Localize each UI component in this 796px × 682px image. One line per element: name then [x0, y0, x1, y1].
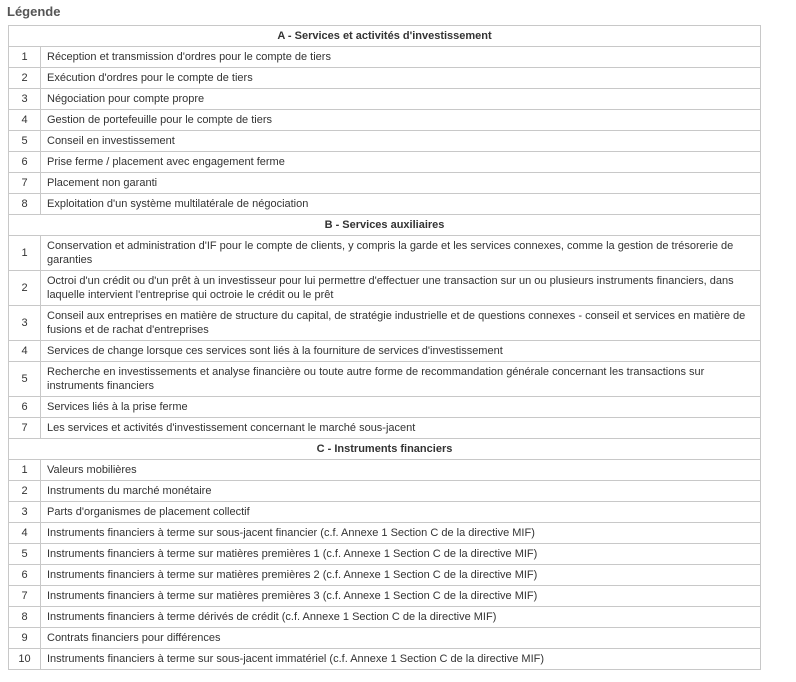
- table-row: [9, 173, 761, 194]
- row-description: Instruments financiers à terme sur sous-jacent immatériel (c.f. Annexe 1 Section C de la directive MIF): [41, 649, 761, 670]
- table-row: [9, 131, 761, 152]
- section-c-header-row: [9, 439, 761, 460]
- table-row: [9, 628, 761, 649]
- row-description: Gestion de portefeuille pour le compte de tiers: [41, 110, 761, 131]
- table-row: [9, 89, 761, 110]
- row-number: 6: [9, 152, 41, 173]
- row-number: 4: [9, 523, 41, 544]
- row-description: Négociation pour compte propre: [41, 89, 761, 110]
- row-number: 4: [9, 341, 41, 362]
- row-number: 8: [9, 607, 41, 628]
- row-description: Placement non garanti: [41, 173, 761, 194]
- table-row: [9, 194, 761, 215]
- table-row: [9, 362, 761, 397]
- row-description: Conservation et administration d'IF pour le compte de clients, y compris la garde et les services connexes, comme la gestion de trésorerie de garanties: [41, 236, 761, 271]
- row-number: 6: [9, 565, 41, 586]
- row-description: Parts d'organismes de placement collectif: [41, 502, 761, 523]
- row-description: Prise ferme / placement avec engagement ferme: [41, 152, 761, 173]
- table-row: [9, 110, 761, 131]
- table-row: [9, 649, 761, 670]
- section-b-header: B - Services auxiliaires: [9, 215, 761, 236]
- row-description: Instruments financiers à terme sur matières premières 3 (c.f. Annexe 1 Section C de la directive MIF): [41, 586, 761, 607]
- row-description: Les services et activités d'investissement concernant le marché sous-jacent: [41, 418, 761, 439]
- row-number: 7: [9, 173, 41, 194]
- row-number: 1: [9, 460, 41, 481]
- row-number: 3: [9, 306, 41, 341]
- section-a-header: A - Services et activités d'investissement: [9, 26, 761, 47]
- row-description: Contrats financiers pour différences: [41, 628, 761, 649]
- row-description: Exploitation d'un système multilatérale de négociation: [41, 194, 761, 215]
- row-description: Conseil aux entreprises en matière de structure du capital, de stratégie industrielle et de questions connexes - conseil et services en matière de fusions et de rachat d'entreprises: [41, 306, 761, 341]
- row-description: Instruments financiers à terme sur matières premières 1 (c.f. Annexe 1 Section C de la directive MIF): [41, 544, 761, 565]
- row-number: 8: [9, 194, 41, 215]
- row-number: 2: [9, 481, 41, 502]
- section-c-header: C - Instruments financiers: [9, 439, 761, 460]
- row-number: 1: [9, 236, 41, 271]
- legend-table: [8, 25, 761, 670]
- legend-table-body: [9, 26, 761, 670]
- row-description: Instruments financiers à terme sur matières premières 2 (c.f. Annexe 1 Section C de la directive MIF): [41, 565, 761, 586]
- row-description: Services de change lorsque ces services sont liés à la fourniture de services d'investissement: [41, 341, 761, 362]
- row-number: 3: [9, 89, 41, 110]
- table-row: [9, 418, 761, 439]
- table-row: [9, 306, 761, 341]
- table-row: [9, 68, 761, 89]
- table-row: [9, 565, 761, 586]
- row-number: 1: [9, 47, 41, 68]
- row-description: Valeurs mobilières: [41, 460, 761, 481]
- row-number: 5: [9, 131, 41, 152]
- row-description: Recherche en investissements et analyse financière ou toute autre forme de recommandation générale concernant les transactions sur instruments financiers: [41, 362, 761, 397]
- row-number: 10: [9, 649, 41, 670]
- table-row: [9, 544, 761, 565]
- section-a-header-row: [9, 26, 761, 47]
- row-description: Conseil en investissement: [41, 131, 761, 152]
- table-row: [9, 502, 761, 523]
- row-description: Octroi d'un crédit ou d'un prêt à un investisseur pour lui permettre d'effectuer une transaction sur un ou plusieurs instruments financiers, dans laquelle intervient l'entreprise qui octroie le crédit ou le prêt: [41, 271, 761, 306]
- section-b-header-row: [9, 215, 761, 236]
- table-row: [9, 152, 761, 173]
- row-number: 2: [9, 271, 41, 306]
- row-number: 4: [9, 110, 41, 131]
- row-description: Instruments du marché monétaire: [41, 481, 761, 502]
- table-row: [9, 236, 761, 271]
- table-row: [9, 47, 761, 68]
- table-row: [9, 481, 761, 502]
- row-description: Exécution d'ordres pour le compte de tiers: [41, 68, 761, 89]
- table-row: [9, 586, 761, 607]
- row-number: 9: [9, 628, 41, 649]
- row-number: 3: [9, 502, 41, 523]
- table-row: [9, 523, 761, 544]
- table-row: [9, 397, 761, 418]
- row-description: Instruments financiers à terme dérivés de crédit (c.f. Annexe 1 Section C de la directive MIF): [41, 607, 761, 628]
- table-row: [9, 341, 761, 362]
- row-number: 7: [9, 418, 41, 439]
- row-description: Instruments financiers à terme sur sous-jacent financier (c.f. Annexe 1 Section C de la directive MIF): [41, 523, 761, 544]
- row-number: 7: [9, 586, 41, 607]
- legend-title: Légende: [7, 4, 61, 19]
- row-number: 5: [9, 544, 41, 565]
- row-number: 2: [9, 68, 41, 89]
- row-number: 6: [9, 397, 41, 418]
- row-description: Réception et transmission d'ordres pour le compte de tiers: [41, 47, 761, 68]
- row-description: Services liés à la prise ferme: [41, 397, 761, 418]
- table-row: [9, 271, 761, 306]
- row-number: 5: [9, 362, 41, 397]
- table-row: [9, 460, 761, 481]
- table-row: [9, 607, 761, 628]
